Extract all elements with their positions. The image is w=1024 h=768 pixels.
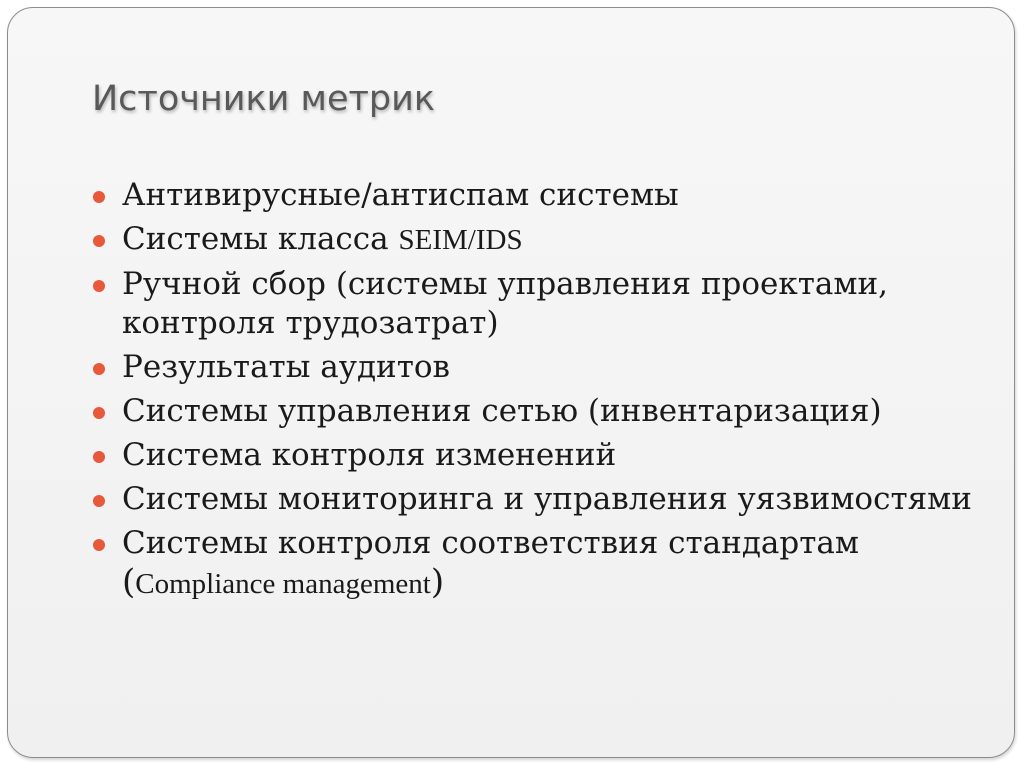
slide-title: Источники метрик (92, 79, 435, 119)
bullet-dot-icon (93, 495, 105, 507)
bullet-item-antivirus (92, 176, 1022, 215)
bullet-text: Системы мониторинга и управления уязвимостями (122, 481, 972, 517)
bullet-text: Результаты аудитов (122, 349, 450, 385)
bullet-list (92, 176, 1022, 609)
bullet-close-paren: ) (430, 562, 445, 602)
bullet-item-seim-ids (92, 220, 1022, 260)
bullet-text: Системы класса (122, 221, 399, 257)
bullet-item-compliance (92, 524, 1022, 604)
bullet-item-manual-collection (92, 265, 1022, 343)
bullet-text: Системы управления сетью (инвентаризация) (122, 393, 882, 429)
bullet-dot-icon (93, 451, 105, 463)
bullet-dot-icon (93, 235, 105, 247)
bullet-dot-icon (93, 539, 105, 551)
bullet-dot-icon (93, 407, 105, 419)
bullet-item-vulnerability-management (92, 480, 1022, 519)
bullet-item-audit-results (92, 348, 1022, 387)
bullet-text: Система контроля изменений (122, 437, 617, 473)
bullet-latin-text: Compliance management (135, 568, 431, 600)
bullet-open-paren: ( (122, 562, 136, 602)
bullet-text: Ручной сбор (системы управления проектами, контроля трудозатрат) (122, 266, 889, 341)
bullet-dot-icon (93, 280, 105, 292)
bullet-item-network-management (92, 392, 1022, 431)
slide-frame (7, 7, 1015, 758)
bullet-text: Антивирусные/антиспам системы (122, 177, 679, 213)
bullet-dot-icon (93, 363, 105, 375)
bullet-item-change-control (92, 436, 1022, 475)
bullet-latin-text: SEIM/IDS (398, 224, 523, 256)
bullet-text: Системы контроля соответствия стандартам (122, 525, 859, 561)
bullet-dot-icon (93, 191, 105, 203)
